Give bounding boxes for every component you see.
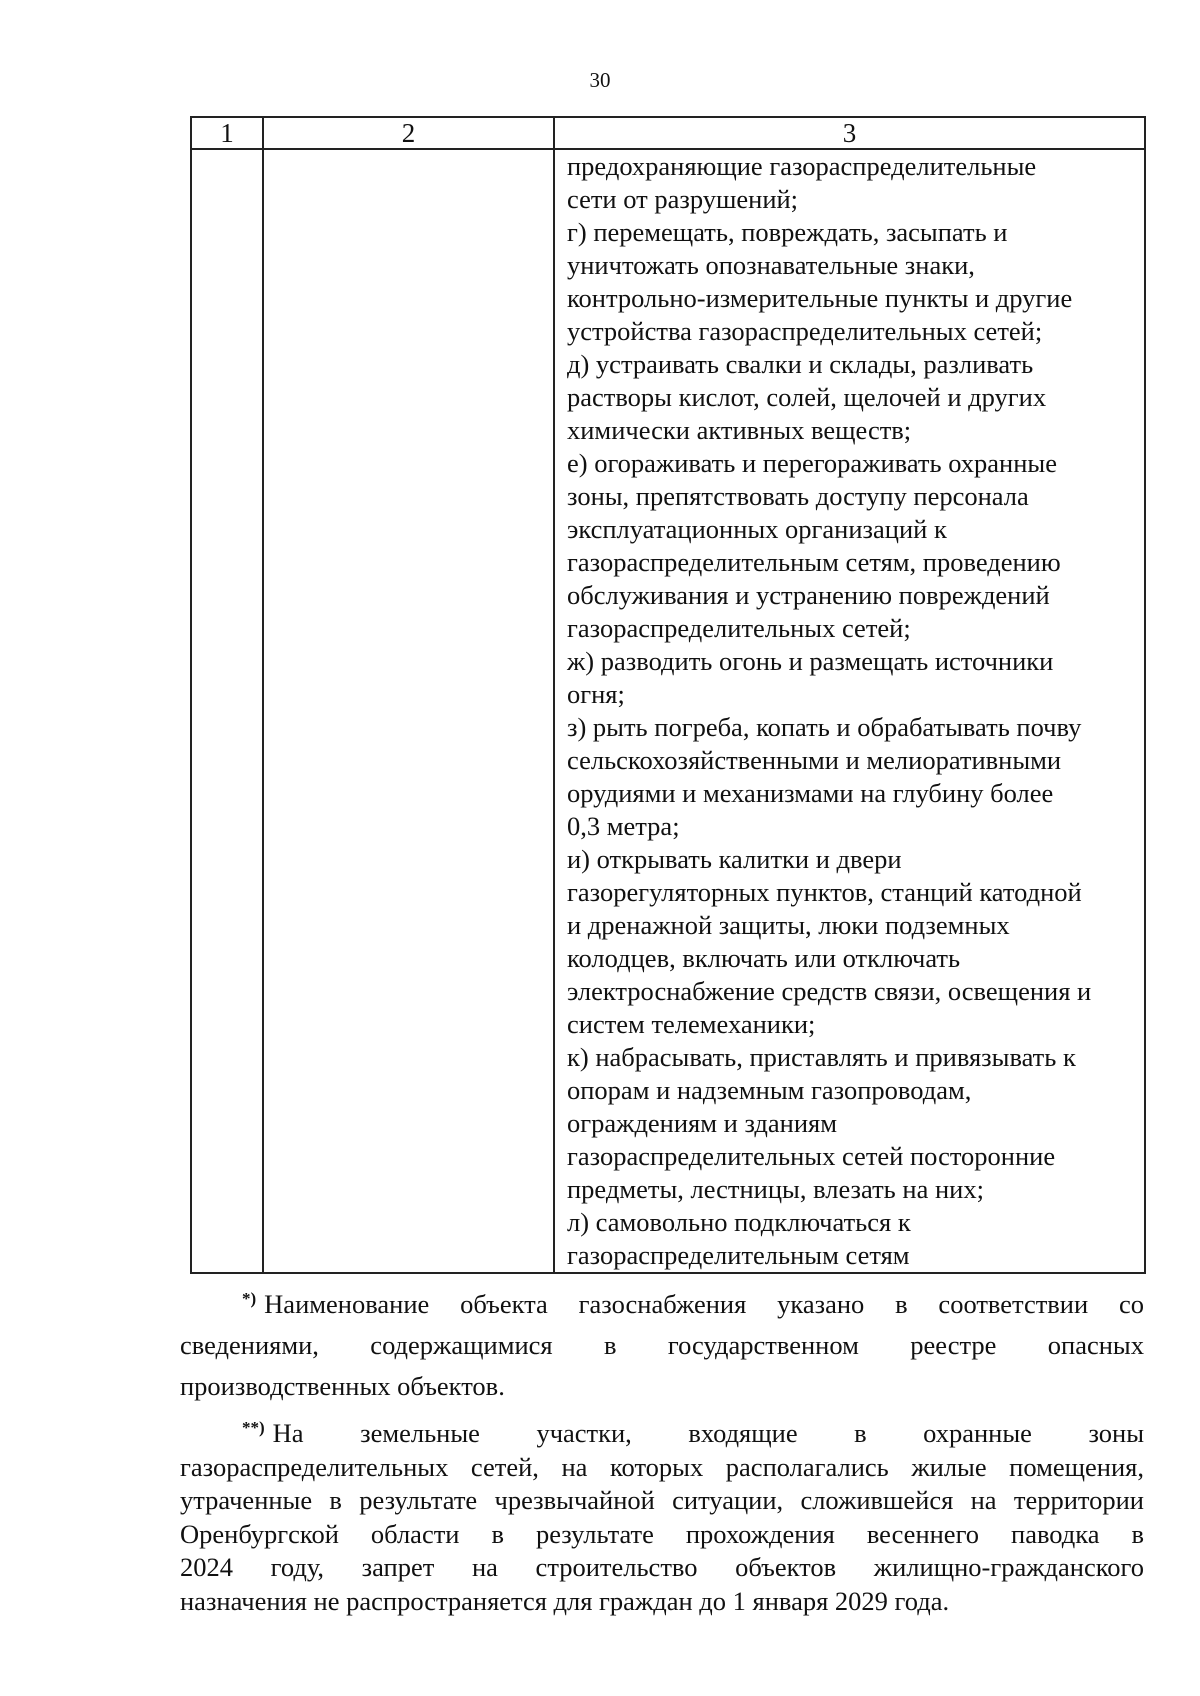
footnote-1 <box>180 1278 1144 1407</box>
cell-text-line: орудиями и механизмами на глубину более <box>567 778 1054 808</box>
cell-text-line: эксплуатационных организаций к <box>567 514 947 544</box>
cell-text-line: з) рыть погреба, копать и обрабатывать почву <box>567 712 1082 742</box>
page-number: 30 <box>589 68 611 92</box>
document-table <box>190 116 1146 1274</box>
cell-text-line: контрольно-измерительные пункты и другие <box>567 283 1073 313</box>
cell-text-line: 0,3 метра; <box>567 811 680 841</box>
column-header-2: 2 <box>263 117 554 149</box>
footnote-line: сведениями, содержащимися в государственном реестре опасных <box>180 1330 1144 1360</box>
cell-text-line: л) самовольно подключаться к <box>567 1207 911 1237</box>
footnote-line <box>180 1278 1144 1325</box>
cell-text-line: сельскохозяйственными и мелиоративными <box>567 745 1062 775</box>
cell-text-line: г) перемещать, повреждать, засыпать и <box>567 217 1008 247</box>
cell-text-line: ж) разводить огонь и размещать источники <box>567 646 1054 676</box>
table-header-row <box>191 117 1145 149</box>
footnote-line: производственных объектов. <box>180 1371 505 1401</box>
footnotes <box>180 1278 1144 1618</box>
cell-text-line: систем телемеханики; <box>567 1009 816 1039</box>
cell-text-line: газораспределительных сетей; <box>567 613 911 643</box>
footnote-line: утраченные в результате чрезвычайной ситуации, сложившейся на территории <box>180 1485 1144 1515</box>
table-cell-col2 <box>263 149 554 1273</box>
cell-text-line: ограждениям и зданиям <box>567 1108 837 1138</box>
table-cell-col1 <box>191 149 263 1273</box>
table-row <box>191 149 1145 1273</box>
cell-text-line: огня; <box>567 679 625 709</box>
footnote-line: 2024 году, запрет на строительство объектов жилищно-гражданского <box>180 1552 1144 1582</box>
cell-text-line: газорегуляторных пунктов, станций катодной <box>567 877 1082 907</box>
cell-text-line: устройства газораспределительных сетей; <box>567 316 1043 346</box>
cell-text-line: и дренажной защиты, люки подземных <box>567 910 1010 940</box>
cell-text-line: колодцев, включать или отключать <box>567 943 961 973</box>
footnote-mark: *) <box>242 1289 257 1308</box>
footnote-line: назначения не распространяется для граждан до 1 января 2029 года. <box>180 1585 950 1616</box>
cell-text-line: и) открывать калитки и двери <box>567 844 902 874</box>
footnote-2 <box>180 1411 1144 1618</box>
cell-text-line: электроснабжение средств связи, освещения и <box>567 976 1092 1006</box>
cell-text-line: обслуживания и устранению повреждений <box>567 580 1050 610</box>
table-cell-col3 <box>554 149 1145 1273</box>
cell-text-line: предохраняющие газораспределительные <box>567 151 1037 181</box>
cell-text-line: е) огораживать и перегораживать охранные <box>567 448 1057 478</box>
footnote-text: На земельные участки, входящие в охранные зоны <box>272 1418 1144 1448</box>
cell-text-line: растворы кислот, солей, щелочей и других <box>567 382 1047 412</box>
cell-text-line: химически активных веществ; <box>567 415 912 445</box>
footnote-mark: **) <box>242 1418 265 1437</box>
cell-text-line: д) устраивать свалки и склады, разливать <box>567 349 1034 379</box>
footnote-text: Наименование объекта газоснабжения указано в соответствии со <box>264 1289 1144 1319</box>
cell-text-line: газораспределительных сетей посторонние <box>567 1141 1056 1171</box>
cell-text-line: предметы, лестницы, влезать на них; <box>567 1174 984 1204</box>
column-header-3: 3 <box>554 117 1145 149</box>
footnote-line: газораспределительных сетей, на которых располагались жилые помещения, <box>180 1451 1144 1482</box>
cell-text-line: газораспределительным сетям, проведению <box>567 547 1061 577</box>
footnote-line <box>180 1411 1144 1451</box>
cell-text-line: уничтожать опознавательные знаки, <box>567 250 975 280</box>
footnote-line: Оренбургской области в результате прохождения весеннего паводка в <box>180 1518 1144 1549</box>
cell-text-line: сети от разрушений; <box>567 184 799 214</box>
cell-text-line: зоны, препятствовать доступу персонала <box>567 481 1029 511</box>
column-header-1: 1 <box>191 117 263 149</box>
cell-text-line: газораспределительным сетям <box>567 1240 910 1270</box>
cell-text-line: к) набрасывать, приставлять и привязывать к <box>567 1042 1076 1072</box>
cell-text-line: опорам и надземным газопроводам, <box>567 1075 972 1105</box>
